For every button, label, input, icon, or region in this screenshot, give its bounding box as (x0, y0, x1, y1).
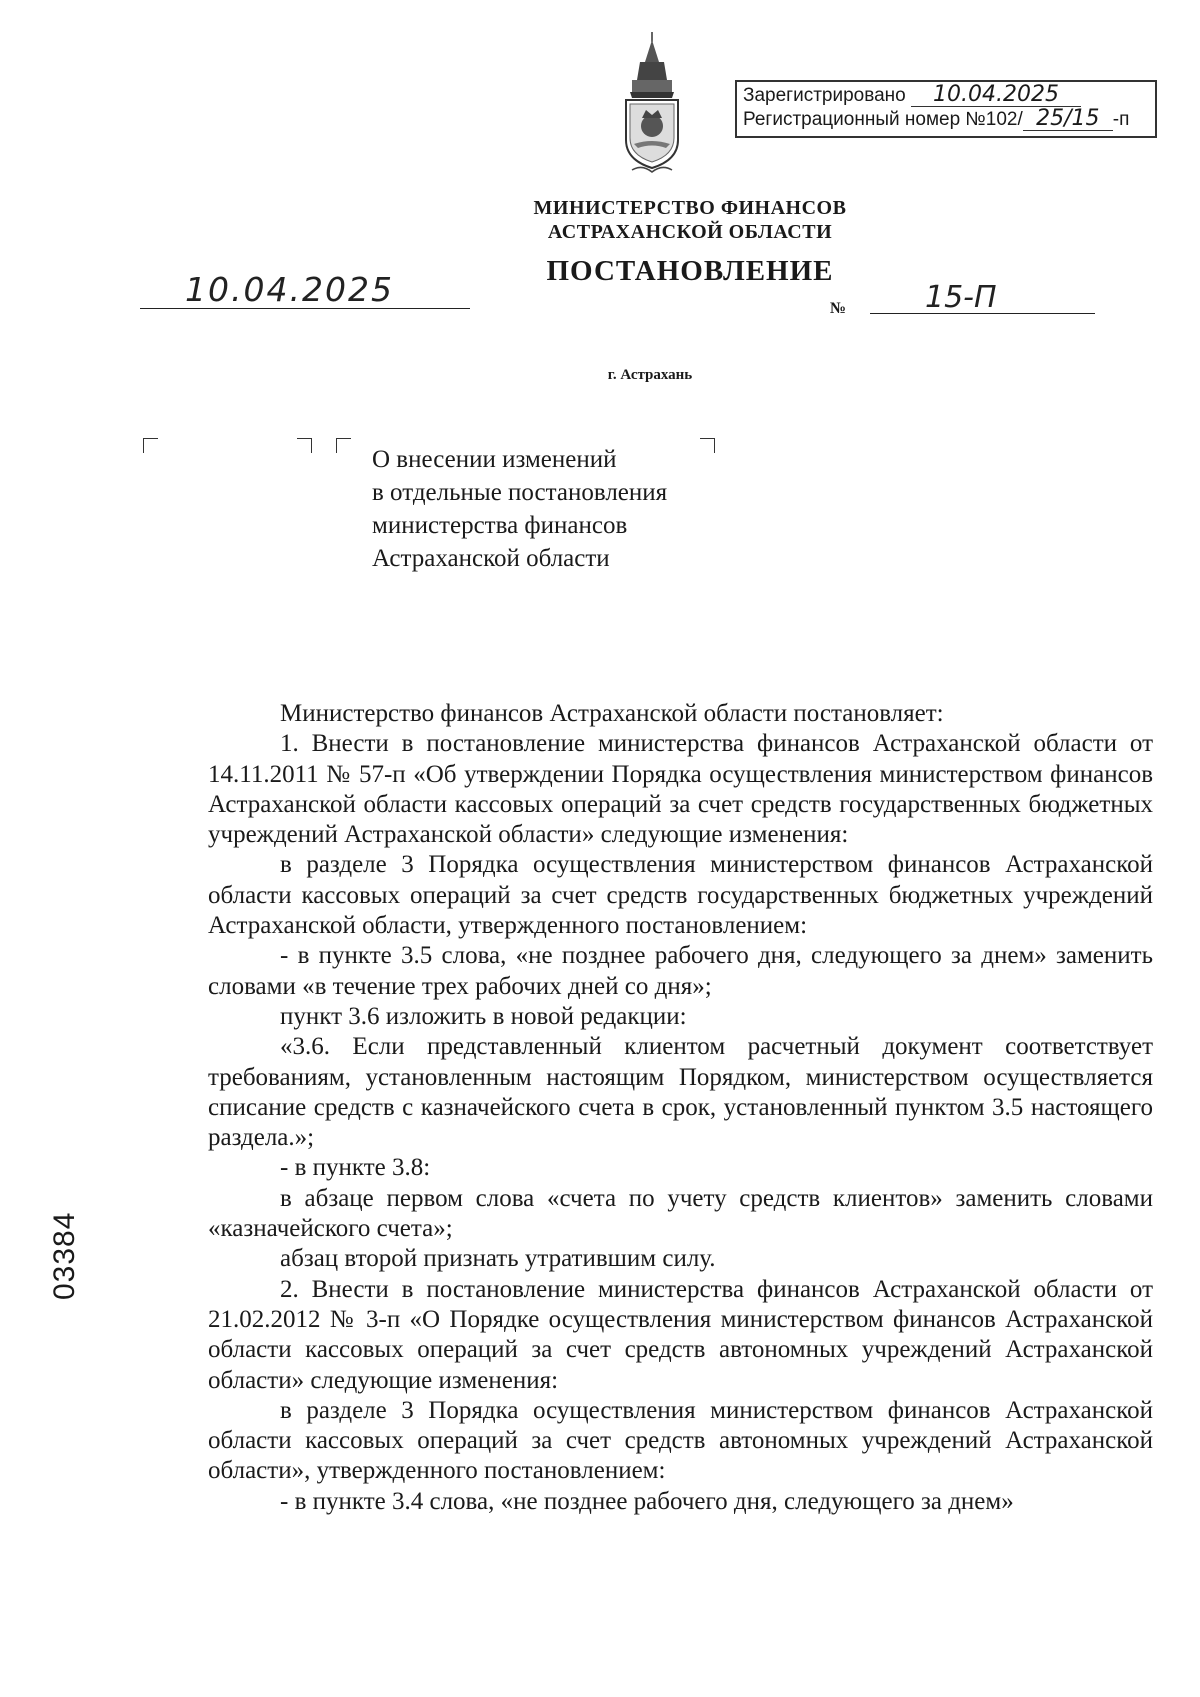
subject-bracket-top-right (700, 438, 715, 453)
body-paragraph: «3.6. Если представленный клиентом расчетный документ соответствует требованиям, установленным настоящим Порядком, министерством осуществляется списание средств с казначейского счета в срок, установленный пунктом 3.5 настоящего раздела.»; (208, 1033, 1153, 1152)
stamp-reg-number-label: Регистрационный номер №102/ (743, 109, 1023, 130)
body-paragraph: пункт 3.6 изложить в новой редакции: (280, 1002, 687, 1030)
body-paragraph: в абзаце первом слова «счета по учету средств клиентов» заменить словами «казначейского счета»; (208, 1184, 1153, 1243)
body-paragraph: 2. Внести в постановление министерства финансов Астраханской области от 21.02.2012 № 3-п «О Порядке осуществления министерством финансов Астраханской области кассовых операций за счет средств автономных учреждений Астраханской области» следующие изменения: (208, 1275, 1153, 1394)
body-paragraph: - в пункте 3.4 слова, «не позднее рабочего дня, следующего за днем» (280, 1487, 1014, 1515)
stamp-reg-number-value: 25/15 (1023, 108, 1113, 131)
body-paragraph: абзац второй признать утратившим силу. (280, 1245, 716, 1273)
body-paragraph: в разделе 3 Порядка осуществления министерством финансов Астраханской области кассовых операций за счет средств государственных бюджетных учреждений Астраханской области, утвержденного постановлением: (208, 851, 1153, 940)
margin-archive-number: 03384 (48, 1211, 81, 1300)
stamp-registered-row (743, 84, 1149, 108)
ministry-name-line2: АСТРАХАНСКОЙ ОБЛАСТИ (547, 221, 833, 243)
subject-line: Астраханской области (372, 545, 610, 572)
subject-bracket-top-left (336, 438, 351, 453)
city-label: г. Астрахань (607, 367, 693, 383)
body-paragraph: 1. Внести в постановление министерства финансов Астраханской области от 14.11.2011 № 57-п «Об утверждении Порядка осуществления министерством финансов Астраханской области кассовых операций за счет средств государственных бюджетных учреждений Астраханской области» следующие изменения: (208, 730, 1153, 849)
stamp-reg-number-suffix: -п (1112, 109, 1130, 130)
body-paragraph: в разделе 3 Порядка осуществления министерством финансов Астраханской области кассовых операций за счет средств автономных учреждений Астраханской области», утвержденного постановлением: (208, 1396, 1153, 1485)
coat-of-arms-emblem (612, 32, 692, 182)
bracket-corner-top-right (297, 438, 312, 453)
registration-stamp (735, 80, 1157, 138)
bracket-corner-top-left (143, 438, 158, 453)
document-type-title: ПОСТАНОВЛЕНИЕ (546, 255, 834, 287)
document-date: 10.04.2025 (185, 270, 394, 309)
stamp-registered-date: 10.04.2025 (911, 84, 1081, 107)
ministry-name-line1: МИНИСТЕРСТВО ФИНАНСОВ (533, 197, 847, 219)
body-paragraph: - в пункте 3.5 слова, «не позднее рабочего дня, следующего за днем» заменить словами «в течение трех рабочих дней со дня»; (208, 942, 1153, 1000)
number-sign: № (830, 300, 847, 317)
stamp-registered-label: Зарегистрировано (743, 85, 906, 106)
body-intro: Министерство финансов Астраханской области постановляет: (280, 700, 944, 727)
stamp-reg-number-row (743, 108, 1149, 132)
subject-line: О внесении изменений (372, 446, 617, 473)
subject-line: министерства финансов (372, 512, 628, 539)
document-body (208, 699, 1153, 1517)
document-number: 15-П (925, 280, 997, 315)
subject-line: в отдельные постановления (372, 479, 668, 506)
body-paragraph: - в пункте 3.8: (280, 1154, 431, 1182)
document-subject (372, 443, 667, 575)
